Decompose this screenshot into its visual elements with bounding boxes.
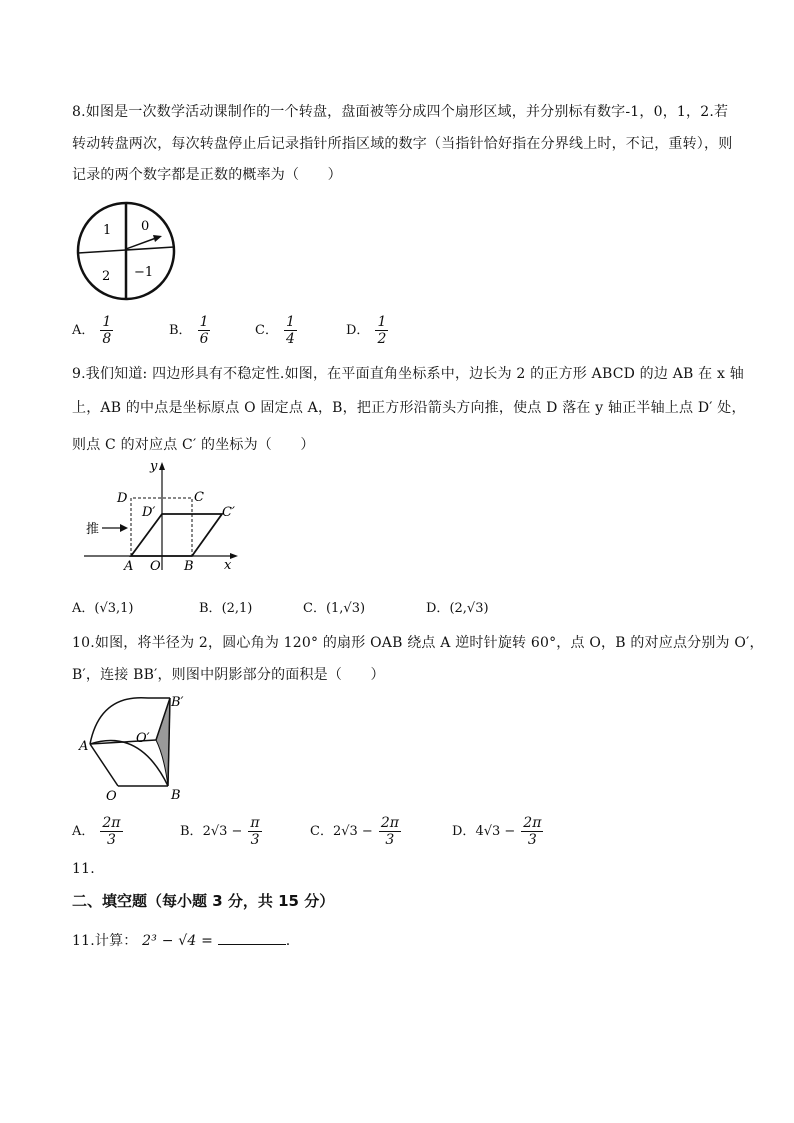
q10-option-b-pre: 2√3 − [202, 824, 243, 839]
q8-option-d-den: 2 [377, 331, 387, 347]
q10-option-b[interactable] [180, 815, 262, 848]
q9-option-b-key: B． [199, 601, 222, 616]
q8-option-c-den: 4 [285, 331, 295, 347]
arc-AB [90, 741, 168, 786]
q8-option-c-num: 1 [285, 314, 295, 330]
label-O: O [150, 559, 161, 573]
spinner-label-0: 0 [141, 219, 150, 234]
q10-option-d-pre: 4√3 − [475, 824, 516, 839]
q8-option-d-num: 1 [377, 314, 387, 330]
q9-option-a-text: (√3,1) [94, 601, 134, 616]
q11-prefix: 11.计算： [72, 933, 138, 949]
q9-option-d-text: (2,√3) [449, 601, 489, 616]
label-B-prime: B′ [171, 695, 184, 710]
label-D: D [117, 491, 128, 506]
q10-option-d-num: 2π [523, 815, 542, 831]
q8-option-a-den: 8 [102, 331, 112, 347]
q8-option-d-key: D． [346, 323, 370, 338]
q9-stem-line-3: 则点 C 的对应点 C′ 的坐标为（ ） [72, 437, 315, 453]
label-x: x [224, 558, 232, 573]
q10-option-c[interactable] [310, 815, 401, 848]
q10-stem-line-2: B′，连接 BB′，则图中阴影部分的面积是（ ） [72, 667, 385, 683]
q9-option-c-text: (1,√3) [325, 601, 366, 616]
q10-option-c-num: 2π [380, 815, 399, 831]
q10-option-d-key: D． [452, 824, 476, 839]
label-C: C [194, 490, 204, 505]
q11-stem [72, 930, 290, 950]
label-A: A [124, 559, 134, 573]
q10-option-c-den: 3 [385, 832, 395, 848]
q8-option-d[interactable] [346, 314, 388, 347]
q9-option-b[interactable] [199, 597, 252, 616]
q9-option-c-key: C． [303, 601, 326, 616]
label-C-prime: C′ [222, 505, 235, 520]
spinner-label-1: 1 [103, 223, 112, 238]
stray-question-number: 11. [72, 861, 95, 877]
label-B: B [171, 788, 181, 803]
y-axis-arrow [159, 462, 165, 470]
label-D-prime: D′ [142, 505, 156, 520]
q10-option-b-key: B． [180, 824, 203, 839]
q8-option-b-num: 1 [199, 314, 209, 330]
q9-option-d[interactable] [426, 597, 489, 616]
label-O-prime: O′ [136, 731, 150, 746]
q8-option-c-key: C． [255, 323, 278, 338]
q10-option-c-key: C． [310, 824, 333, 839]
q10-option-a-num: 2π [102, 815, 121, 831]
q10-sector-figure [78, 690, 198, 805]
q10-option-a[interactable] [72, 815, 123, 848]
q11-suffix: . [285, 933, 291, 949]
spinner-pointer [126, 238, 156, 249]
q10-option-a-den: 3 [106, 832, 116, 848]
q9-option-c[interactable] [303, 597, 365, 616]
spinner-label-neg1: −1 [134, 265, 154, 280]
q8-option-a-key: A． [72, 323, 95, 338]
q11-answer-blank[interactable] [218, 930, 286, 945]
q9-stem-line-1: 9.我们知道: 四边形具有不稳定性.如图，在平面直角坐标系中，边长为 2 的正方形 ABCD 的边 AB 在 x 轴 [72, 366, 744, 382]
q8-stem-line-1: 8.如图是一次数学活动课制作的一个转盘，盘面被等分成四个扇形区域，并分别标有数字-1，0，1，2.若 [72, 104, 729, 120]
label-y: y [150, 459, 158, 474]
spinner-label-2: 2 [102, 269, 111, 284]
q8-option-b[interactable] [169, 314, 210, 347]
q8-spinner-figure [74, 200, 180, 304]
q9-option-a-key: A． [72, 601, 95, 616]
q10-option-b-num: π [250, 815, 260, 831]
spinner-pointer-head [153, 235, 162, 242]
pushed-rhombus [131, 514, 222, 556]
q9-option-d-key: D． [426, 601, 450, 616]
q8-option-a[interactable] [72, 314, 113, 347]
q10-option-d[interactable] [452, 815, 543, 848]
label-A: A [79, 739, 89, 754]
q8-option-a-num: 1 [102, 314, 112, 330]
q10-option-a-key: A． [72, 824, 95, 839]
q8-option-b-den: 6 [199, 331, 209, 347]
segment-OA [90, 744, 118, 786]
q9-square-figure [84, 458, 244, 573]
q8-stem-line-2: 转动转盘两次，每次转盘停止后记录指针所指区域的数字（当指针恰好指在分界线上时，不记，重转），则 [72, 136, 733, 152]
q9-option-a[interactable] [72, 597, 134, 616]
q10-option-b-den: 3 [250, 832, 260, 848]
q10-option-d-den: 3 [527, 832, 537, 848]
q11-expression: 2³ − √4 = [142, 933, 214, 949]
section-heading: 二、填空题（每小题 3 分，共 15 分） [72, 892, 335, 910]
q8-stem-line-3: 记录的两个数字都是正数的概率为（ ） [72, 167, 342, 183]
q8-option-b-key: B． [169, 323, 192, 338]
q10-stem-line-1: 10.如图，将半径为 2，圆心角为 120° 的扇形 OAB 绕点 A 逆时针旋转 60°，点 O，B 的对应点分别为 O′， [72, 635, 764, 651]
q9-option-b-text: (2,1) [221, 601, 253, 616]
label-O: O [106, 789, 117, 804]
q9-stem-line-2: 上，AB 的中点是坐标原点 O 固定点 A，B，把正方形沿箭头方向推，使点 D 落在 y 轴正半轴上点 D′ 处， [72, 400, 746, 416]
q10-option-c-pre: 2√3 − [332, 824, 373, 839]
label-B: B [184, 559, 194, 573]
label-push: 推 [86, 522, 100, 537]
q8-option-c[interactable] [255, 314, 297, 347]
push-arrow-head [120, 524, 128, 532]
